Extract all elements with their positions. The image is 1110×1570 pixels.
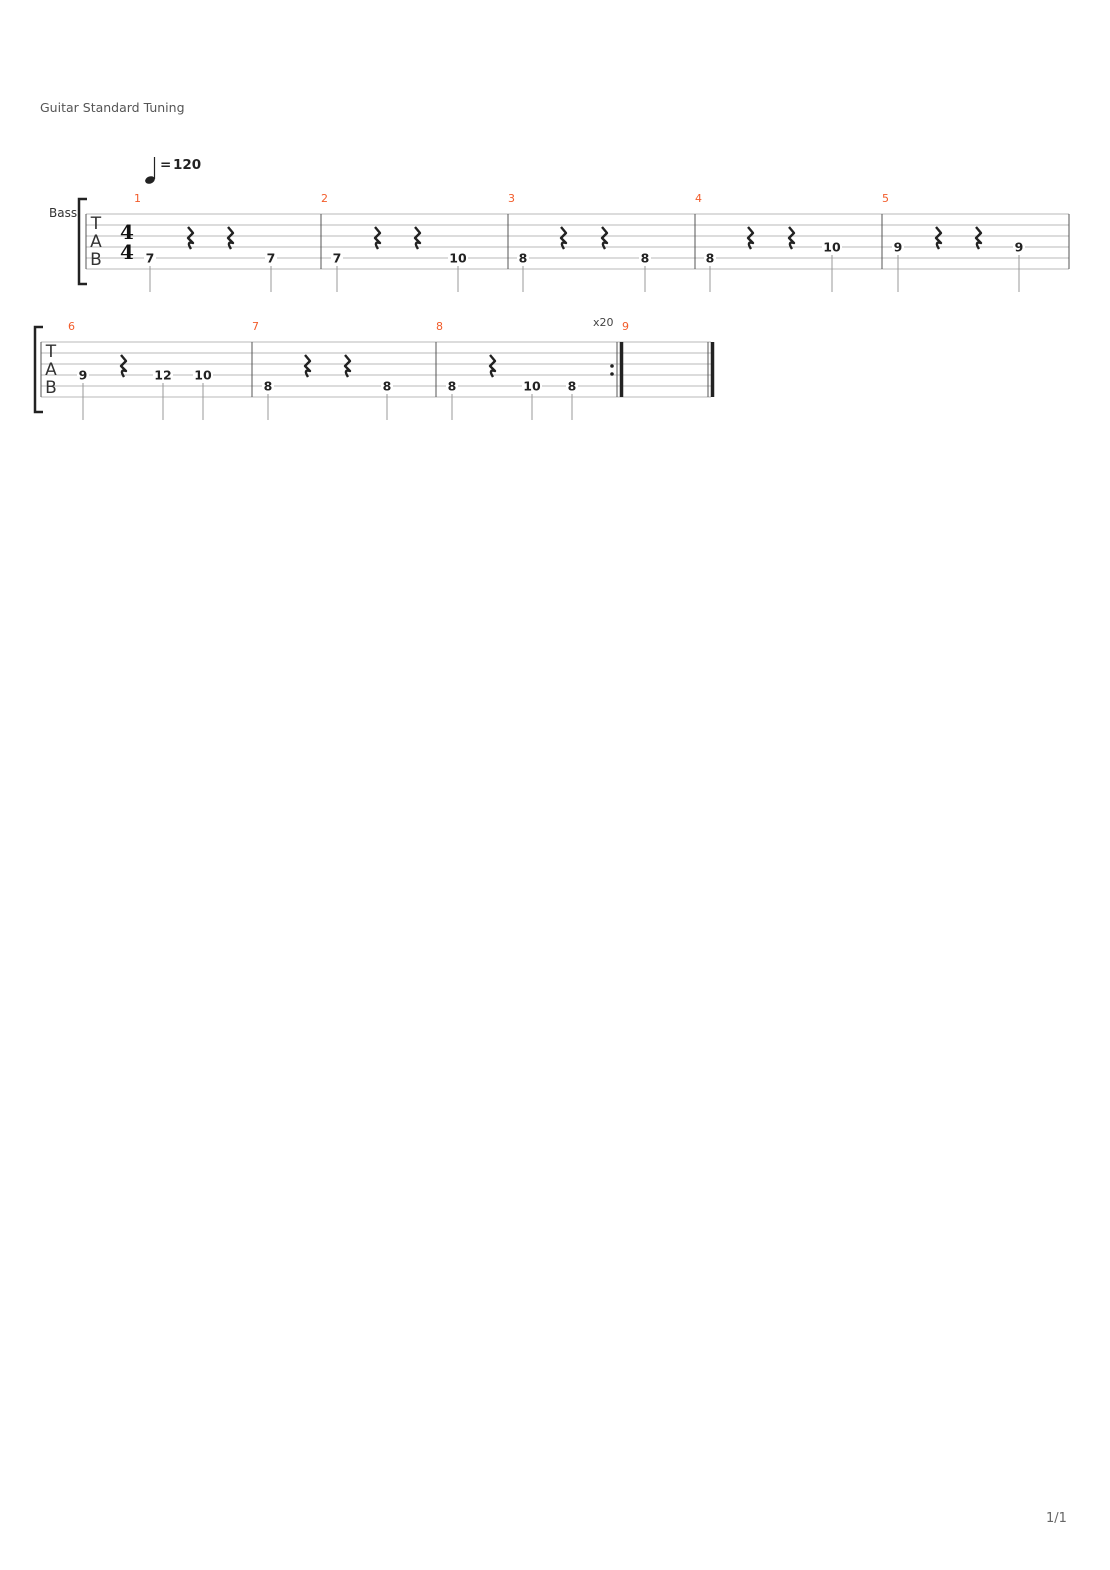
tempo-equals: = [160,157,172,173]
fret-number: 9 [893,239,903,255]
tab-clef-t: T [45,342,57,362]
fret-number: 9 [78,367,88,383]
repeat-count-label: x20 [593,316,614,329]
quarter-rest-icon [121,355,126,377]
quarter-rest-icon [602,227,607,249]
system-bracket [35,327,43,412]
fret-number: 8 [447,378,457,394]
quarter-rest-icon [748,227,753,249]
quarter-rest-icon [561,227,566,249]
quarter-rest-icon [228,227,233,249]
quarter-rest-icon [415,227,420,249]
fret-number: 10 [194,367,212,383]
fret-number: 7 [332,250,342,266]
fret-number: 8 [705,250,715,266]
tuning-label: Guitar Standard Tuning [40,100,185,115]
fret-number: 8 [263,378,273,394]
measure-number: 6 [68,320,75,333]
tab-clef-a: A [45,360,57,380]
tempo-value: 120 [173,157,202,173]
quarter-rest-icon [490,355,495,377]
measure-number: 7 [252,320,259,333]
measure-number: 8 [436,320,443,333]
repeat-dot [610,372,614,376]
time-signature-bottom: 4 [120,240,134,264]
page-number: 1/1 [1046,1511,1067,1526]
quarter-rest-icon [375,227,380,249]
measure-number: 1 [134,192,141,205]
repeat-dot [610,364,614,368]
time-signature-top: 4 [120,220,134,244]
fret-number: 8 [640,250,650,266]
fret-number: 10 [449,250,467,266]
quarter-rest-icon [789,227,794,249]
fret-number: 8 [518,250,528,266]
quarter-rest-icon [936,227,941,249]
measure-number: 2 [321,192,328,205]
tab-clef-t: T [90,214,102,234]
quarter-rest-icon [188,227,193,249]
quarter-rest-icon [305,355,310,377]
fret-number: 7 [266,250,276,266]
fret-number: 12 [154,367,172,383]
fret-number: 10 [523,378,541,394]
instrument-label: Bass [49,206,78,220]
measure-number: 4 [695,192,702,205]
measure-number: 5 [882,192,889,205]
tab-clef-a: A [90,232,102,252]
fret-number: 10 [823,239,841,255]
tab-clef-b: B [45,378,57,398]
fret-number: 8 [382,378,392,394]
tab-clef-b: B [90,250,102,270]
fret-number: 8 [567,378,577,394]
measure-number: 9 [622,320,629,333]
measure-number: 3 [508,192,515,205]
fret-number: 9 [1014,239,1024,255]
fret-number: 7 [145,250,155,266]
quarter-rest-icon [976,227,981,249]
quarter-rest-icon [345,355,350,377]
